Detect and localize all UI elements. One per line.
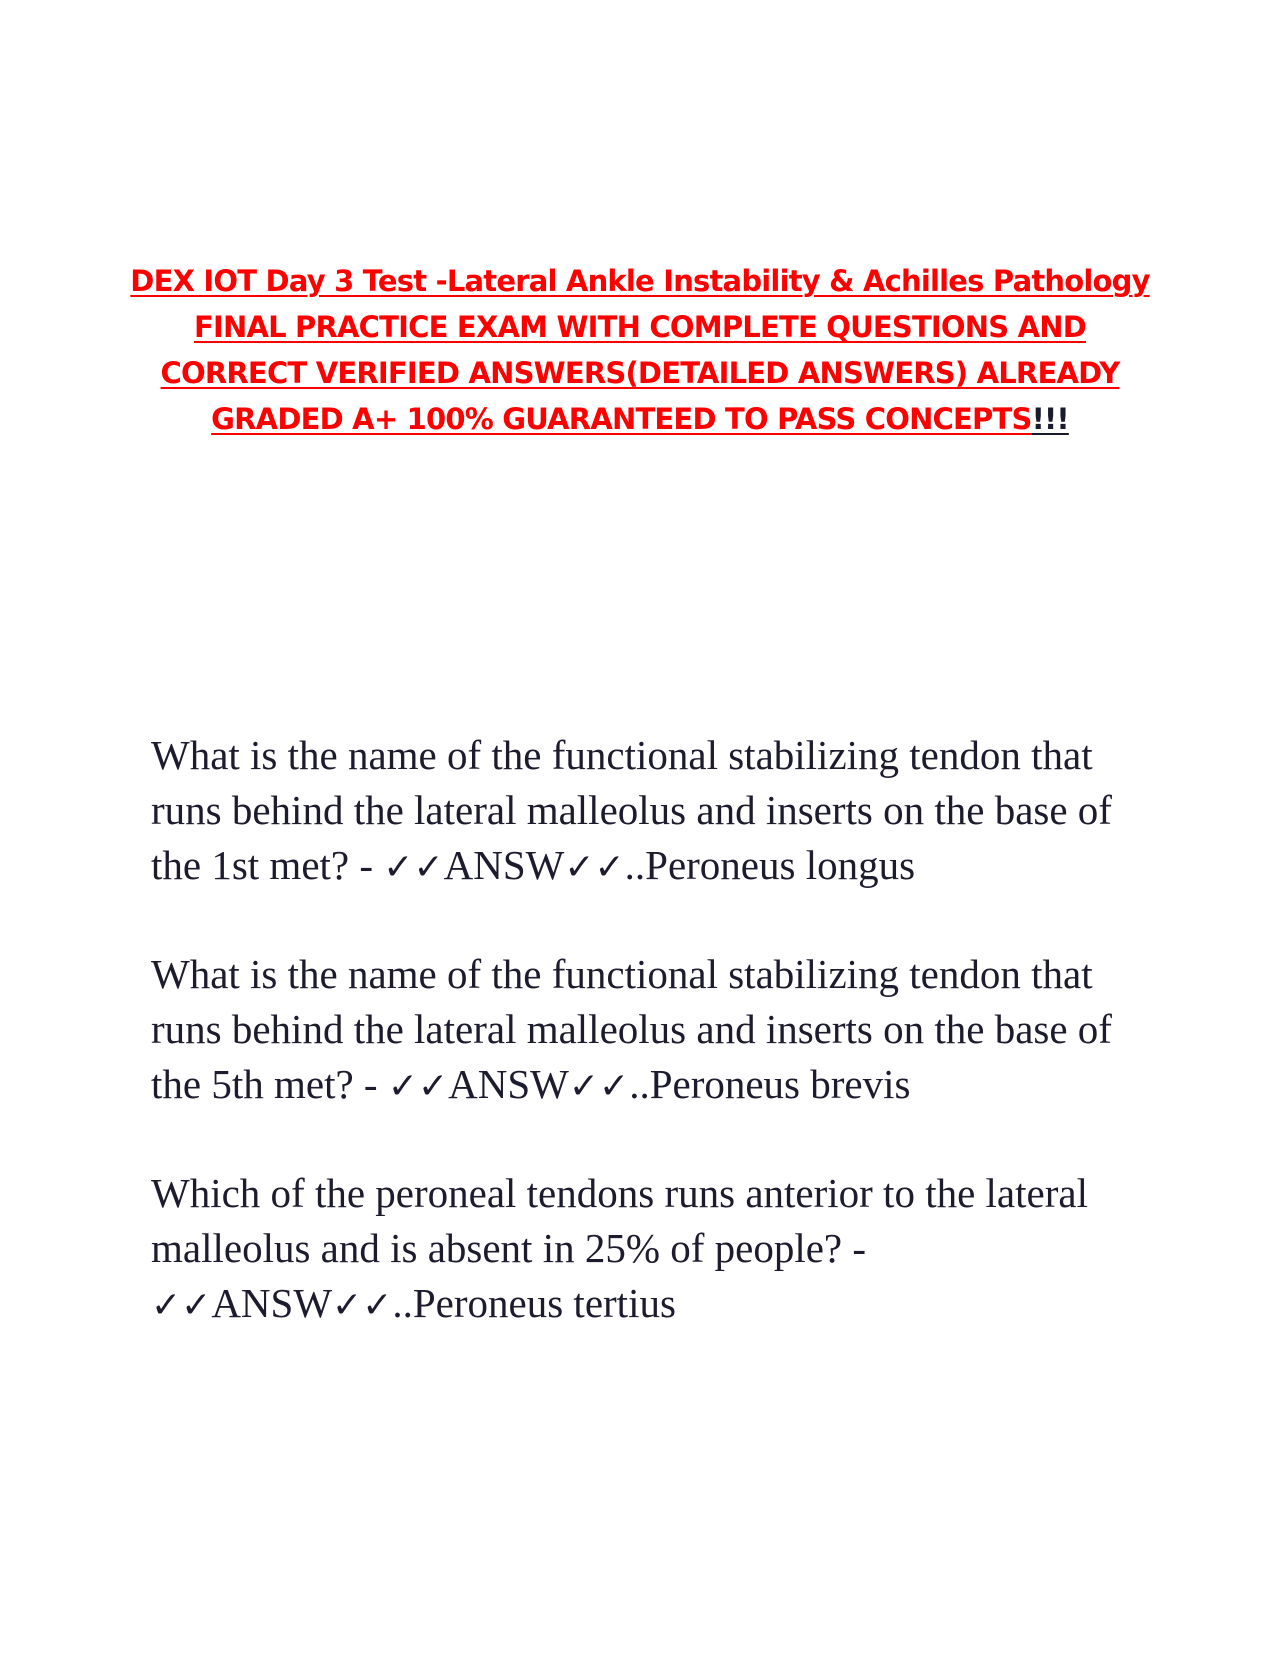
answer-prefix: ..: [629, 1061, 650, 1107]
question-text: What is the name of the functional stabilizing tendon that runs behind the lateral malleolus and inserts on the base of the 1st met? -: [151, 732, 1112, 888]
check-mark-icon: ✓✓: [564, 847, 625, 888]
check-mark-icon: ✓✓: [568, 1066, 630, 1107]
qa-item-3: [151, 1166, 1151, 1333]
document-title: [130, 258, 1150, 442]
answer-marker: ANSW: [448, 1061, 569, 1107]
question-text: What is the name of the functional stabilizing tendon that runs behind the lateral malleolus and inserts on the base of the 5th met? -: [151, 951, 1112, 1107]
qa-item-2: [151, 947, 1151, 1114]
check-mark-icon: ✓✓: [151, 1285, 212, 1326]
answer-text: Peroneus brevis: [649, 1061, 911, 1107]
qa-list: [151, 728, 1151, 1385]
check-mark-icon: ✓✓: [332, 1285, 393, 1326]
answer-prefix: ..: [392, 1280, 413, 1326]
qa-item-1: [151, 728, 1151, 895]
answer-text: Peroneus tertius: [412, 1280, 676, 1326]
title-text: DEX IOT Day 3 Test -Lateral Ankle Instability & Achilles Pathology FINAL PRACTICE EXAM WITH COMPLETE QUESTIONS AND CORRECT VERIFIED ANSWERS(DETAILED ANSWERS) ALREADY GRADED A+ 100% GUARANTEED TO PASS CONCEPTS: [130, 264, 1150, 436]
question-text: Which of the peroneal tendons runs anterior to the lateral malleolus and is absent in 25% of people? -: [151, 1170, 1088, 1271]
check-mark-icon: ✓✓: [387, 1066, 449, 1107]
answer-text: Peroneus longus: [645, 842, 916, 888]
answer-marker: ANSW: [211, 1280, 333, 1326]
check-mark-icon: ✓✓: [383, 847, 444, 888]
answer-prefix: ..: [624, 842, 646, 888]
answer-marker: ANSW: [443, 842, 565, 888]
title-exclamation: !!!: [1031, 402, 1069, 436]
